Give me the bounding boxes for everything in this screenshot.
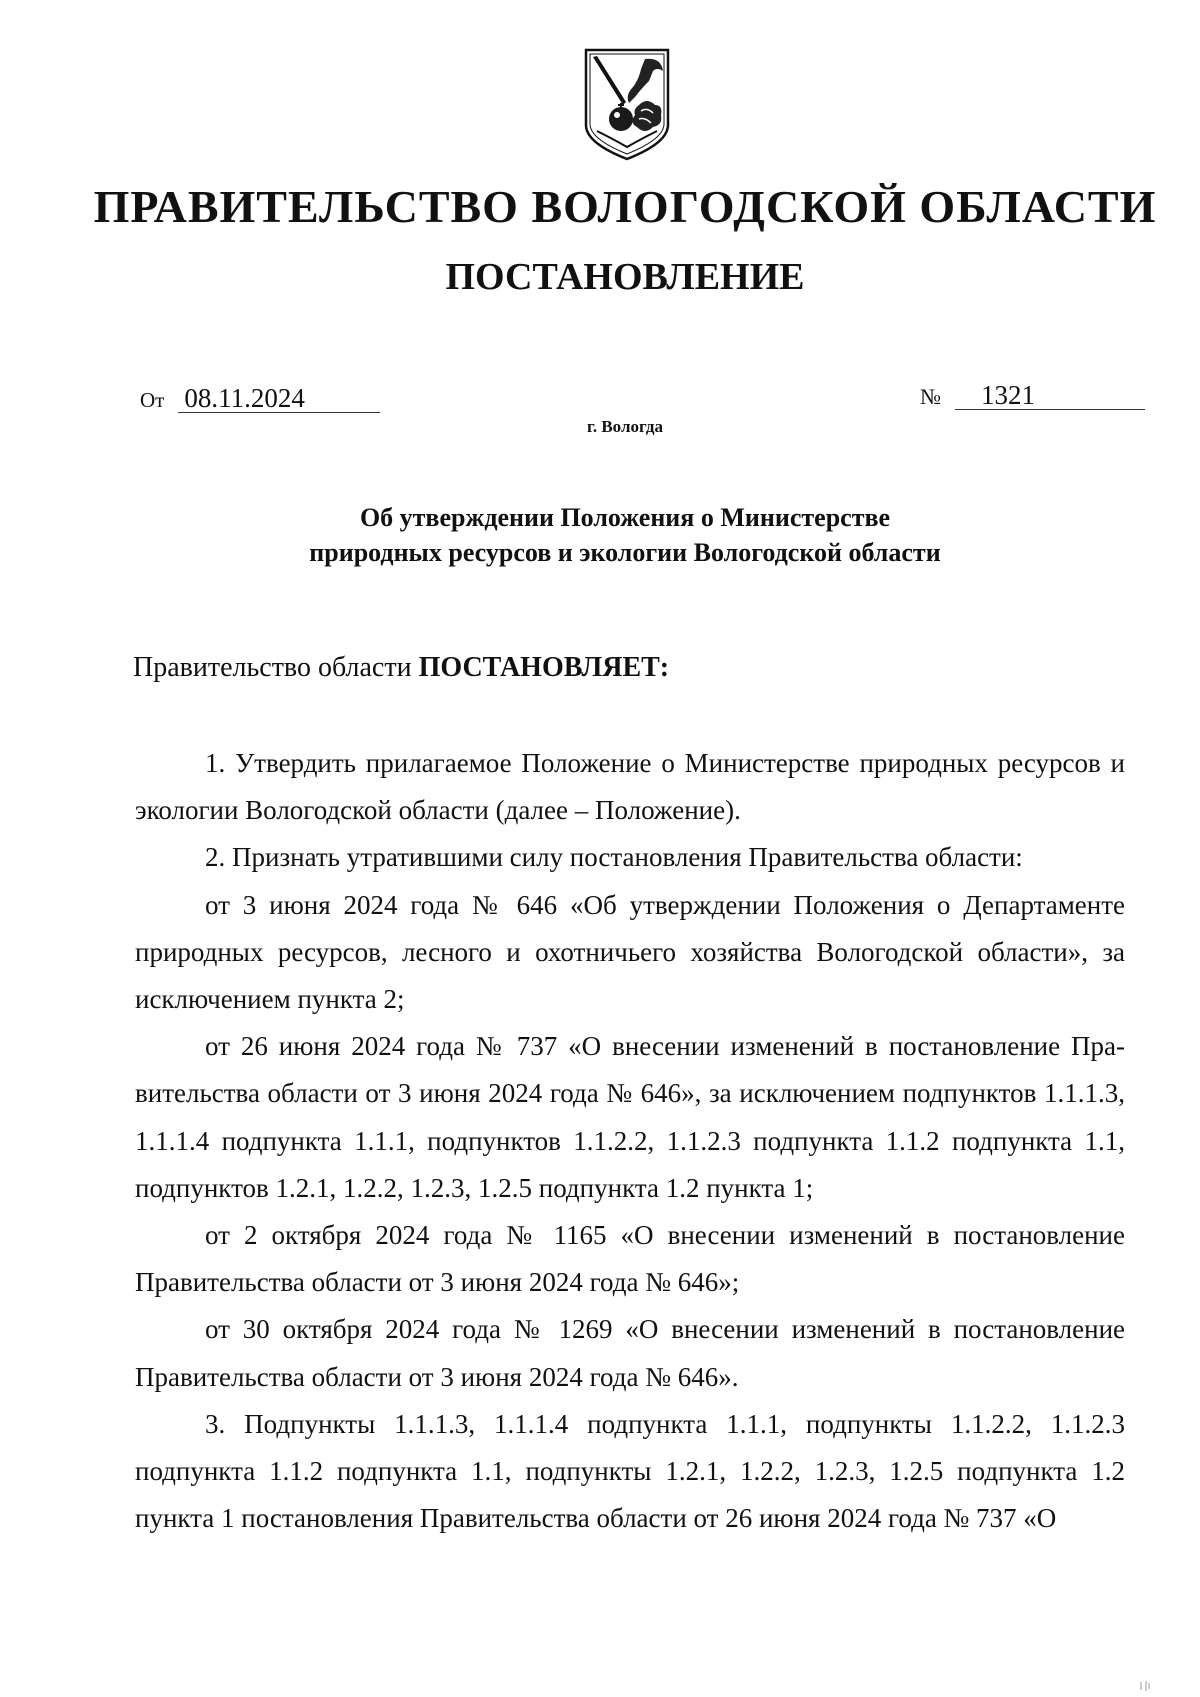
city-label: г. Вологда bbox=[587, 417, 663, 436]
document-date: 08.11.2024 bbox=[178, 384, 380, 413]
organization-title: ПРАВИТЕЛЬСТВО ВОЛОГОДСКОЙ ОБЛАСТИ bbox=[93, 181, 1157, 232]
date-line bbox=[140, 383, 380, 414]
body-paragraph: 3. Подпункты 1.1.1.3, 1.1.1.4 подпункта 1.1.1, подпункты 1.1.2.2, 1.1.2.3 подпункта 1.1.2 подпункта 1.1, подпункты 1.2.1, 1.2.2, 1.2.3, 1.2.5 подпункта 1.2 пункта 1 постановления Правительства области от 26 июня 2024 года № 737 «О bbox=[135, 1408, 1125, 1534]
body-paragraph: от 2 октября 2024 года № 1165 «О внесении изменений в постановление Правительства области от 3 июня 2024 года № 646»; bbox=[135, 1220, 1125, 1298]
body-paragraph: от 26 июня 2024 года № 737 «О внесении изменений в постановление Правительства области от 3 июня 2024 года № 646», за исключением подпунктов 1.1.1.3, 1.1.1.4 подпункта 1.1.1, подпунктов 1.1.2.2, 1.1.2.3 подпункта 1.1.2 подпункта 1.1, подпунктов 1.2.1, 1.2.2, 1.2.3, 1.2.5 подпункта 1.2 пункта 1; bbox=[135, 1031, 1125, 1203]
enacting-clause-text: Правительство области bbox=[133, 652, 419, 683]
body-paragraph: 1. Утвердить прилагаемое Положение о Министерстве природных ресурсов и экологии Вологодской области (далее – Положение). bbox=[135, 748, 1125, 826]
number-sign-label: № bbox=[920, 384, 941, 409]
document-number: 1321 bbox=[955, 381, 1145, 410]
document-body bbox=[135, 740, 1125, 1542]
subject-line-1: Об утверждении Положения о Министерстве bbox=[359, 503, 891, 532]
enacting-clause bbox=[133, 652, 669, 684]
body-paragraph: от 3 июня 2024 года № 646 «Об утверждении Положения о Департаменте природных ресурсов, лесного и охотничьего хозяйства Вологодской области», за исключением пункта 2; bbox=[135, 889, 1125, 1015]
coat-of-arms-emblem bbox=[583, 47, 671, 163]
enacting-clause-emphasis: ПОСТАНОВЛЯЕТ: bbox=[418, 652, 670, 683]
body-paragraph: 2. Признать утратившими силу постановления Правительства области: bbox=[205, 842, 1023, 873]
body-paragraph: от 30 октября 2024 года № 1269 «О внесении изменений в постановление Правительства области от 3 июня 2024 года № 646». bbox=[135, 1314, 1125, 1392]
date-prefix-label: От bbox=[140, 388, 165, 412]
number-line bbox=[920, 380, 1145, 411]
document-subject bbox=[0, 500, 1200, 570]
document-type-title: ПОСТАНОВЛЕНИЕ bbox=[445, 256, 805, 298]
subject-line-2: природных ресурсов и экологии Вологодской области bbox=[309, 538, 941, 567]
scan-artifact-mark bbox=[1138, 1680, 1158, 1692]
